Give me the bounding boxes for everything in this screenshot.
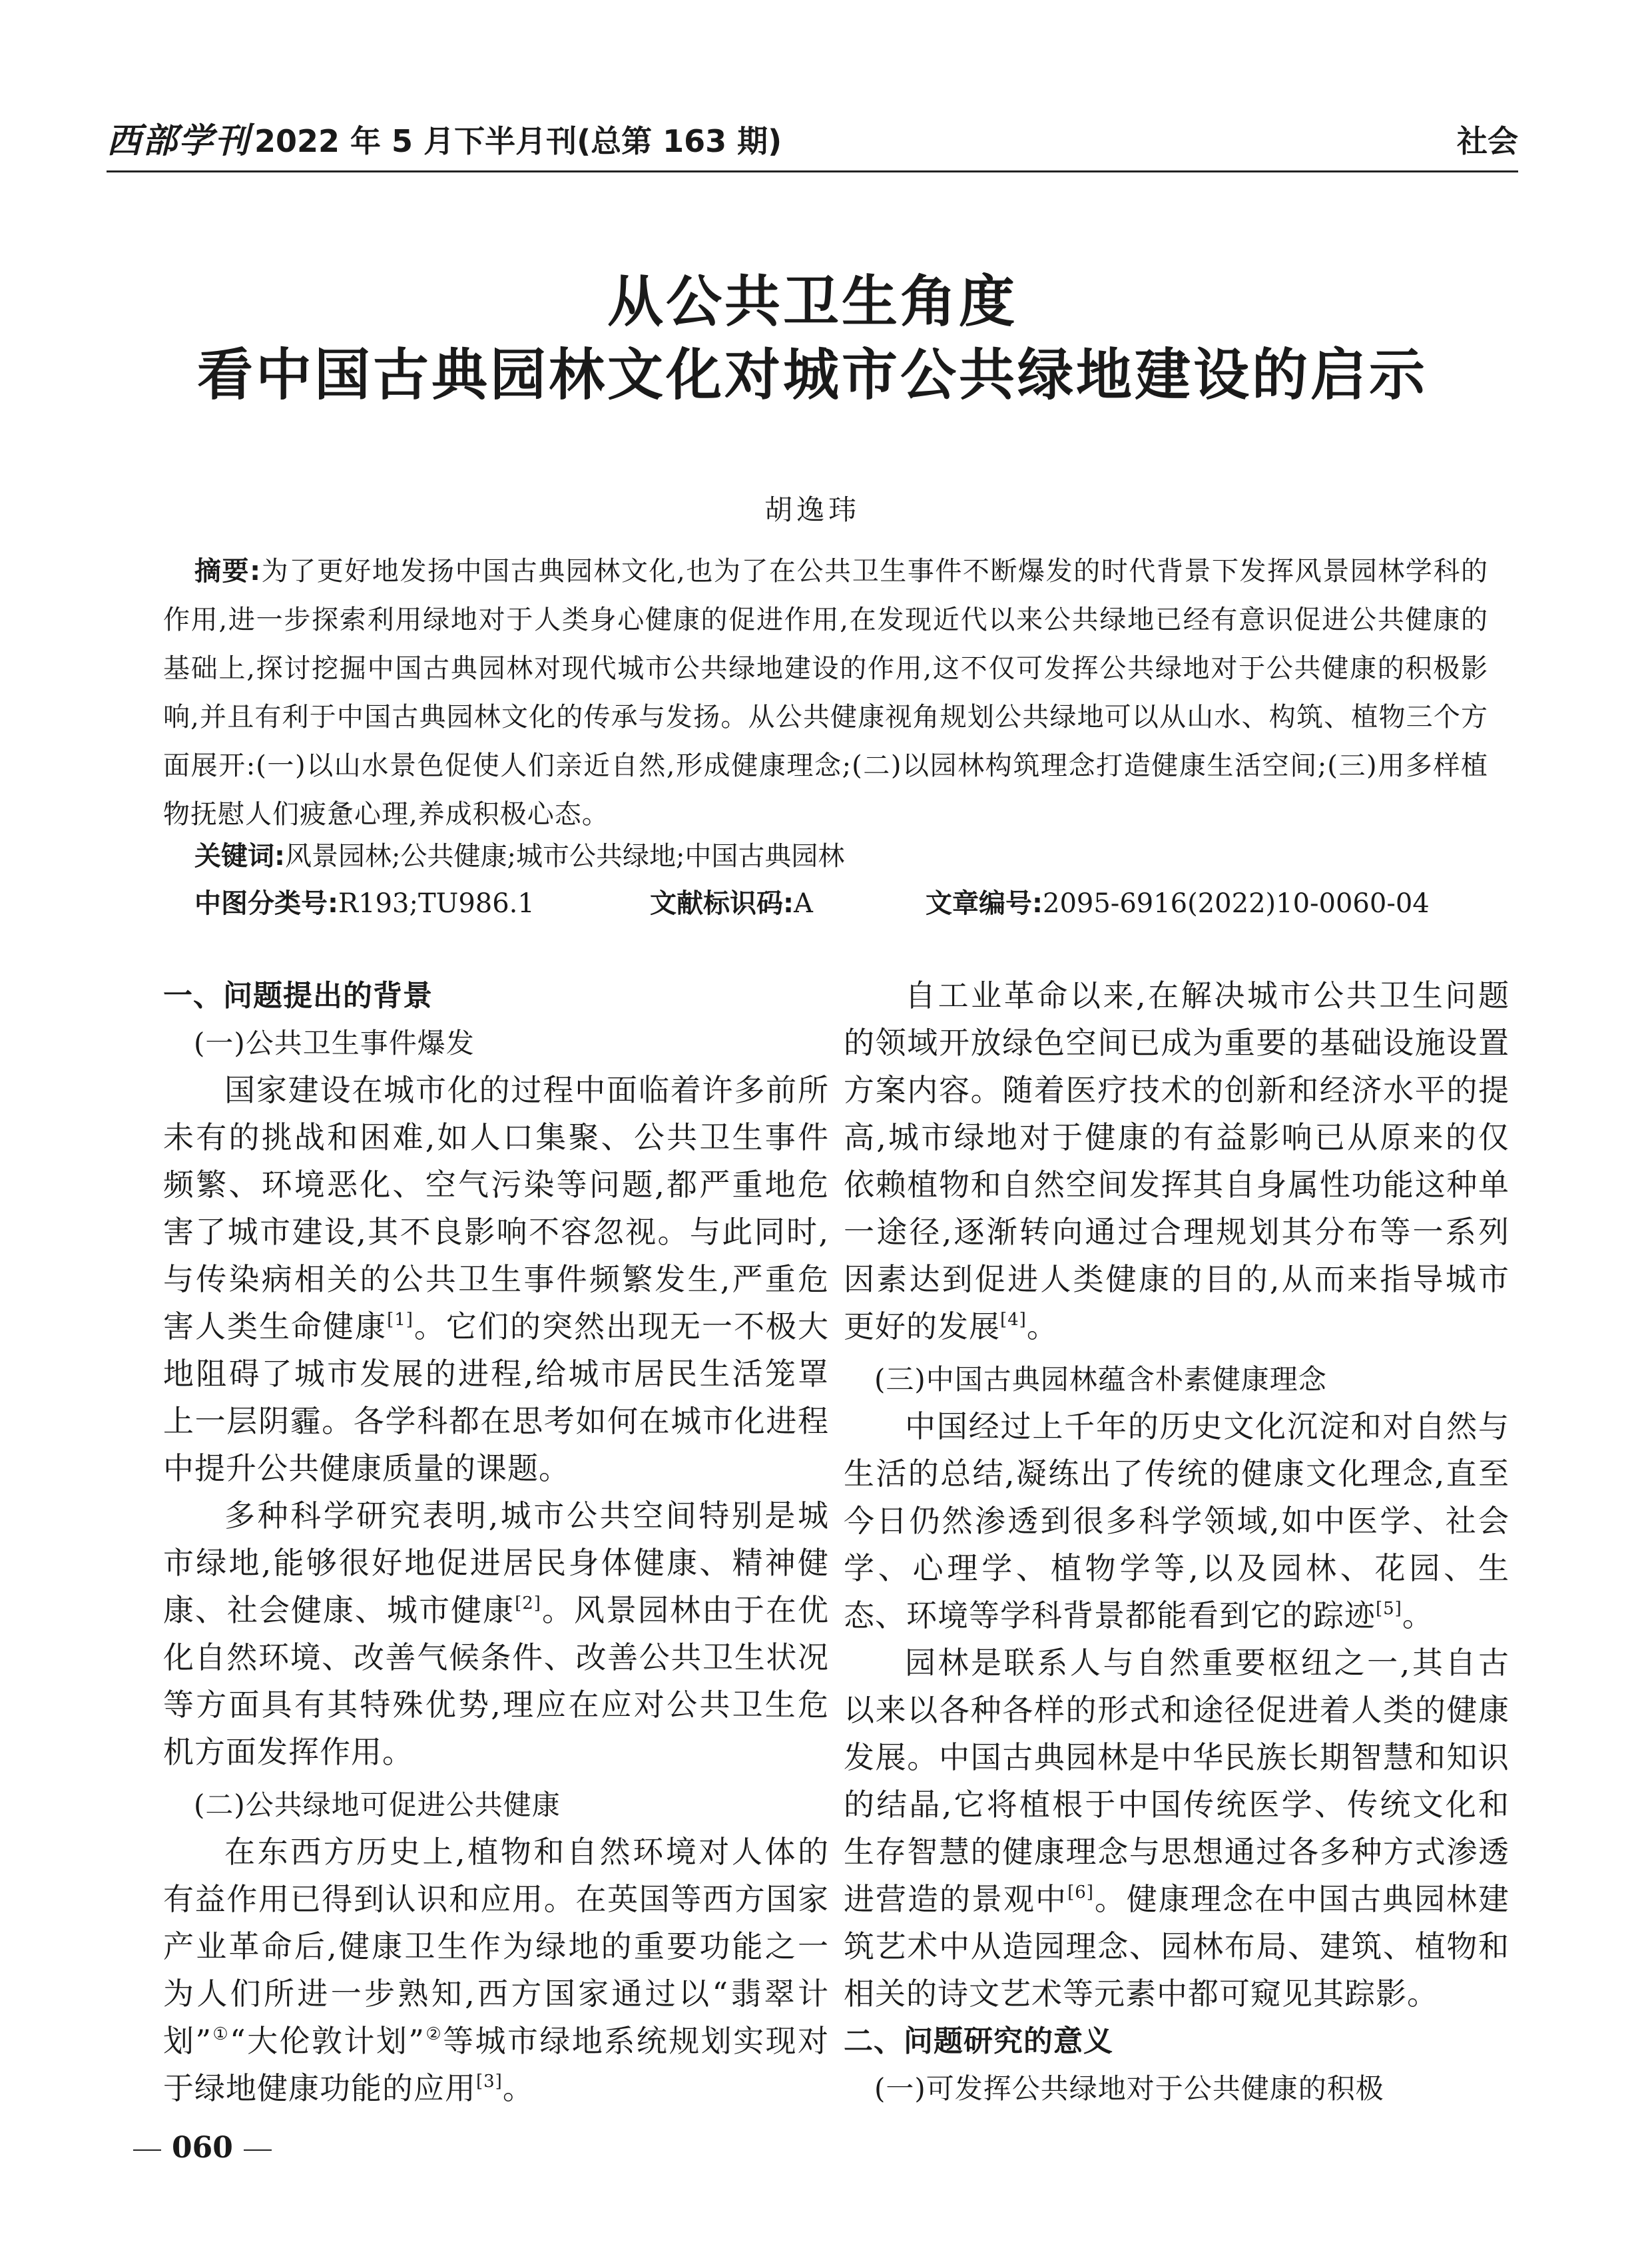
paragraph-text: 国家建设在城市化的过程中面临着许多前所未有的挑战和困难,如人口集聚、公共卫生事件频繁、环境恶化、空气污染等问题,都严重地危害了城市建设,其不良影响不容忽视。与此同时,与传染病相关的公共卫生事件频繁发生,严重危害人类生命健康	[163, 1072, 829, 1344]
paragraph-text: 。	[1026, 1308, 1058, 1344]
subsection-heading-1-3: (三)中国古典园林蕴含朴素健康理念	[874, 1363, 1327, 1396]
subsection-heading-1-1: (一)公共卫生事件爆发	[194, 1027, 475, 1059]
citation-ref: [2]	[515, 1593, 541, 1613]
subsection-heading-1-2: (二)公共绿地可促进公共健康	[194, 1789, 561, 1821]
footer-dash-left	[133, 2149, 161, 2151]
article-number	[926, 884, 1430, 924]
paragraph-text: 中国经过上千年的历史文化沉淀和对自然与生活的总结,凝练出了传统的健康文化理念,直至今日仍然渗透到很多科学领域,如中医学、社会学、心理学、植物学等,以及园林、花园、生态、环境等学科背景都能看到它的踪迹	[844, 1408, 1510, 1633]
citation-ref: [5]	[1376, 1599, 1402, 1619]
keywords-text: 风景园林;公共健康;城市公共绿地;中国古典园林	[285, 841, 845, 872]
issue-info: 2022 年 5 月下半月刊(总第 163 期)	[254, 123, 782, 159]
citation-ref: [4]	[1000, 1310, 1027, 1330]
abstract-text: 为了更好地发扬中国古典园林文化,也为了在公共卫生事件不断爆发的时代背景下发挥风景园林学科的作用,进一步探索利用绿地对于人类身心健康的促进作用,在发现近代以来公共绿地已经有意识促进公共健康的基础上,探讨挖掘中国古典园林对现代城市公共绿地建设的作用,这不仅可发挥公共绿地对于公共健康的积极影响,并且有利于中国古典园林文化的传承与发扬。从公共健康视角规划公共绿地可以从山水、构筑、植物三个方面展开:(一)以山水景色促使人们亲近自然,形成健康理念;(二)以园林构筑理念打造健康生活空间;(三)用多样植物抚慰人们疲惫心理,养成积极心态。	[163, 556, 1489, 830]
page-footer	[133, 2128, 333, 2168]
keywords-label: 关键词:	[194, 841, 285, 872]
right-column	[844, 972, 1510, 2112]
running-header	[107, 120, 1518, 166]
citation-ref: [3]	[476, 2072, 503, 2092]
body-paragraph	[163, 1067, 829, 1492]
clc-label: 中图分类号:	[194, 888, 338, 919]
paragraph-text: 。	[502, 2070, 534, 2106]
document-code	[650, 884, 813, 924]
document-code-value: A	[794, 888, 813, 919]
clc-value: R193;TU986.1	[338, 888, 535, 919]
keywords	[194, 836, 1486, 876]
article-title-line-2: 看中国古典园林文化对城市公共绿地建设的启示	[196, 342, 1428, 408]
paragraph-text: 。风景园林由于在优化自然环境、改善气候条件、改善公共卫生状况等方面具有其特殊优势,理应在应对公共卫生危机方面发挥作用。	[163, 1592, 830, 1770]
body-paragraph	[163, 1492, 829, 1776]
page-number: 060	[172, 2131, 233, 2165]
section-heading-2: 二、问题研究的意义	[844, 2024, 1113, 2058]
body-paragraph	[844, 1639, 1510, 2018]
paragraph-text: 自工业革命以来,在解决城市公共卫生问题的领域开放绿色空间已成为重要的基础设施设置方案内容。随着医疗技术的创新和经济水平的提高,城市绿地对于健康的有益影响已从原来的仅依赖植物和自然空间发挥其自身属性功能这种单一途径,逐渐转向通过合理规划其分布等一系列因素达到促进人类健康的目的,从而来指导城市更好的发展	[844, 978, 1510, 1344]
subsection-heading-2-1: (一)可发挥公共绿地对于公共健康的积极	[874, 2072, 1384, 2105]
body-paragraph	[844, 1403, 1510, 1639]
citation-ref: [1]	[387, 1310, 413, 1330]
header-rule	[107, 170, 1518, 172]
footnote-marker: ①	[211, 2024, 230, 2044]
clc-number	[194, 884, 535, 924]
article-number-label: 文章编号:	[926, 888, 1043, 919]
paragraph-text: 园林是联系人与自然重要枢纽之一,其自古以来以各种各样的形式和途径促进着人类的健康发展。中国古典园林是中华民族长期智慧和知识的结晶,它将植根于中国传统医学、传统文化和生存智慧的健康理念与思想通过各多种方式渗透进营造的景观中	[844, 1645, 1510, 1917]
paragraph-text: 等城市绿地系统规划实现对于绿地健康功能的应用	[163, 2023, 829, 2106]
author-name: 胡逸玮	[764, 493, 860, 526]
paragraph-text: 。它们的突然出现无一不极大地阻碍了城市发展的进程,给城市居民生活笼罩上一层阴霾。各学科都在思考如何在城市化进程中提升公共健康质量的课题。	[163, 1308, 830, 1486]
body-paragraph	[844, 972, 1510, 1350]
paragraph-text: “大伦敦计划”	[230, 2023, 425, 2059]
section-label: 社会	[1457, 123, 1518, 159]
classification-row	[194, 884, 1493, 924]
footer-dash-right	[244, 2149, 272, 2151]
section-heading-1: 一、问题提出的背景	[163, 979, 433, 1013]
body-paragraph	[163, 1828, 829, 2112]
article-title-line-1: 从公共卫生角度	[607, 269, 1017, 334]
left-column	[163, 972, 829, 2112]
abstract-label: 摘要:	[194, 556, 262, 587]
paragraph-text: 。健康理念在中国古典园林建筑艺术中从造园理念、园林布局、建筑、植物和相关的诗文艺术等元素中都可窥见其踪影。	[844, 1881, 1510, 2012]
abstract	[163, 547, 1488, 839]
paragraph-text: 在东西方历史上,植物和自然环境对人体的有益作用已得到认识和应用。在英国等西方国家产业革命后,健康卫生作为绿地的重要功能之一为人们所进一步熟知,西方国家通过以“翡翠计划”	[163, 1834, 829, 2059]
footnote-marker: ②	[424, 2024, 443, 2044]
document-code-label: 文献标识码:	[650, 888, 794, 919]
article-number-value: 2095-6916(2022)10-0060-04	[1043, 888, 1430, 919]
citation-ref: [6]	[1067, 1882, 1094, 1902]
paragraph-text: 。	[1402, 1597, 1434, 1633]
journal-logo: 西部学刊	[107, 121, 251, 161]
paragraph-text: 多种科学研究表明,城市公共空间特别是城市绿地,能够很好地促进居民身体健康、精神健康、社会健康、城市健康	[163, 1498, 829, 1628]
